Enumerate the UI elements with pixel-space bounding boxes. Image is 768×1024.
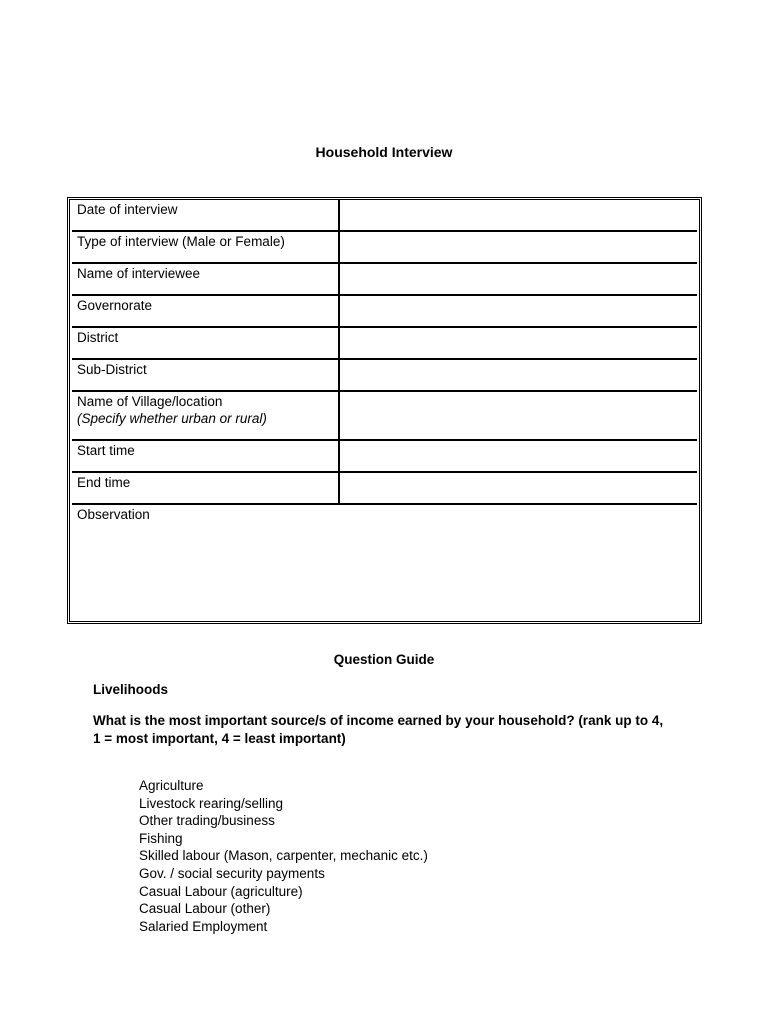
form-row-type xyxy=(72,232,697,264)
village-location-field[interactable] xyxy=(338,392,697,439)
observation-field[interactable] xyxy=(72,505,697,621)
list-item: Livestock rearing/selling xyxy=(139,795,284,811)
form-row-label: Type of interview (Male or Female) xyxy=(77,234,285,249)
form-row-start-time xyxy=(72,441,697,473)
list-item: Fishing xyxy=(139,830,183,846)
form-row-label: Date of interview xyxy=(77,202,178,217)
list-item: Agriculture xyxy=(139,778,204,793)
form-row-label: Name of interviewee xyxy=(77,266,201,281)
form-row-district xyxy=(72,328,697,360)
question-guide-title: Question Guide xyxy=(333,652,435,667)
form-row-label: District xyxy=(77,330,119,345)
form-row-label: End time xyxy=(77,475,131,490)
list-item: Casual Labour (agriculture) xyxy=(139,883,303,899)
observation-label: Observation xyxy=(77,507,150,522)
interview-details-table xyxy=(67,197,702,624)
form-row-village xyxy=(72,392,697,441)
page-title: Household Interview xyxy=(315,144,453,160)
list-item: Salaried Employment xyxy=(139,918,268,934)
form-row-sub-district xyxy=(72,360,697,392)
income-source-list xyxy=(139,777,428,935)
end-time-field[interactable] xyxy=(338,473,697,503)
governorate-field[interactable] xyxy=(338,296,697,326)
form-row-label xyxy=(77,393,267,427)
village-sublabel: (Specify whether urban or rural) xyxy=(77,411,267,426)
question-text: What is the most important source/s of income earned by your household? (rank up to 4, 1 = most important, 4 = least important) xyxy=(93,713,664,746)
form-row-label: Governorate xyxy=(77,298,153,313)
list-item: Casual Labour (other) xyxy=(139,901,271,917)
date-of-interview-field[interactable] xyxy=(338,200,697,230)
list-item: Gov. / social security payments xyxy=(139,865,325,881)
form-row-interviewee xyxy=(72,264,697,296)
form-row-end-time xyxy=(72,473,697,505)
form-row-governorate xyxy=(72,296,697,328)
section-heading: Livelihoods xyxy=(93,682,169,697)
type-of-interview-field[interactable] xyxy=(338,232,697,262)
interviewee-name-field[interactable] xyxy=(338,264,697,294)
form-row-label: Sub-District xyxy=(77,362,147,377)
start-time-field[interactable] xyxy=(338,441,697,471)
form-row-date xyxy=(72,200,697,232)
list-item: Other trading/business xyxy=(139,813,275,829)
sub-district-field[interactable] xyxy=(338,360,697,390)
form-row-label: Start time xyxy=(77,443,135,458)
list-item: Skilled labour (Mason, carpenter, mechanic etc.) xyxy=(139,848,428,864)
district-field[interactable] xyxy=(338,328,697,358)
village-label: Name of Village/location xyxy=(77,394,223,409)
